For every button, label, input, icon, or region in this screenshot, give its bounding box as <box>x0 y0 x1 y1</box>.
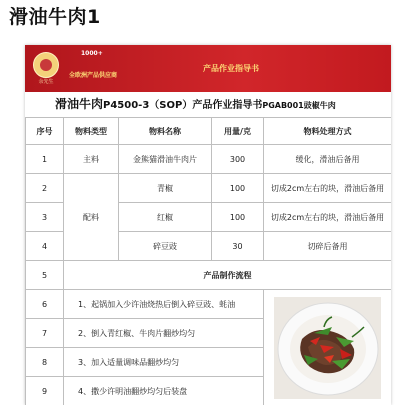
material-qty: 100 <box>212 203 264 232</box>
row-number: 4 <box>26 232 64 261</box>
material-table <box>25 117 391 405</box>
process-title-row <box>26 261 392 290</box>
material-method: 切成2cm左右的块，滑油后备用 <box>264 174 392 203</box>
table-header-row <box>26 118 392 145</box>
row-number: 9 <box>26 377 64 405</box>
row-number: 6 <box>26 290 64 319</box>
row-number: 1 <box>26 145 64 174</box>
column-header: 序号 <box>26 118 64 145</box>
step-text: 1、起锅加入少许油烧热后倒入碎豆豉、蚝油 <box>64 290 264 319</box>
table-row <box>26 145 392 174</box>
document-heading <box>55 95 336 112</box>
step-text: 2、倒入青红椒、牛肉片翻炒均匀 <box>64 319 264 348</box>
step-text: 3、加入适量调味品翻炒均匀 <box>64 348 264 377</box>
step-row <box>26 290 392 319</box>
table-row <box>26 174 392 203</box>
banner-subtitle: 全欧洲产品供应商 <box>69 70 117 79</box>
material-method: 缓化，滑油后备用 <box>264 145 392 174</box>
page-title: 滑油牛肉1 <box>9 2 101 29</box>
banner-title: 产品作业指导书 <box>203 63 259 74</box>
doc-code: P4500-3（SOP）产品作业指导书 <box>103 100 262 111</box>
dish-photo-cell <box>264 290 392 405</box>
column-header: 用量/克 <box>212 118 264 145</box>
process-title: 产品制作流程 <box>64 261 392 290</box>
material-qty: 300 <box>212 145 264 174</box>
material-qty: 30 <box>212 232 264 261</box>
row-number: 7 <box>26 319 64 348</box>
material-name: 碎豆豉 <box>119 232 212 261</box>
column-header: 物料处理方式 <box>264 118 392 145</box>
dish-name: 滑油牛肉 <box>55 97 103 111</box>
column-header: 物料名称 <box>119 118 212 145</box>
material-name: 红椒 <box>119 203 212 232</box>
doc-suffix: PGAB001豉椒牛肉 <box>262 101 335 110</box>
dish-photo <box>274 297 381 399</box>
row-number: 5 <box>26 261 64 290</box>
column-header: 物料类型 <box>64 118 119 145</box>
material-name: 金熊猫滑油牛肉片 <box>119 145 212 174</box>
banner-badge: 1000+ <box>81 50 103 57</box>
material-method: 切成2cm左右的块，滑油后备用 <box>264 203 392 232</box>
brand-name: 余先生 <box>31 78 61 85</box>
material-type: 配料 <box>64 174 119 261</box>
material-type: 主料 <box>64 145 119 174</box>
material-method: 切碎后备用 <box>264 232 392 261</box>
row-number: 8 <box>26 348 64 377</box>
material-qty: 100 <box>212 174 264 203</box>
brand-logo-icon <box>33 52 59 78</box>
step-text: 4、撒少许明油翻炒均匀后装盘 <box>64 377 264 405</box>
row-number: 3 <box>26 203 64 232</box>
header-banner <box>25 45 391 92</box>
row-number: 2 <box>26 174 64 203</box>
material-name: 青椒 <box>119 174 212 203</box>
sop-document <box>25 45 391 405</box>
